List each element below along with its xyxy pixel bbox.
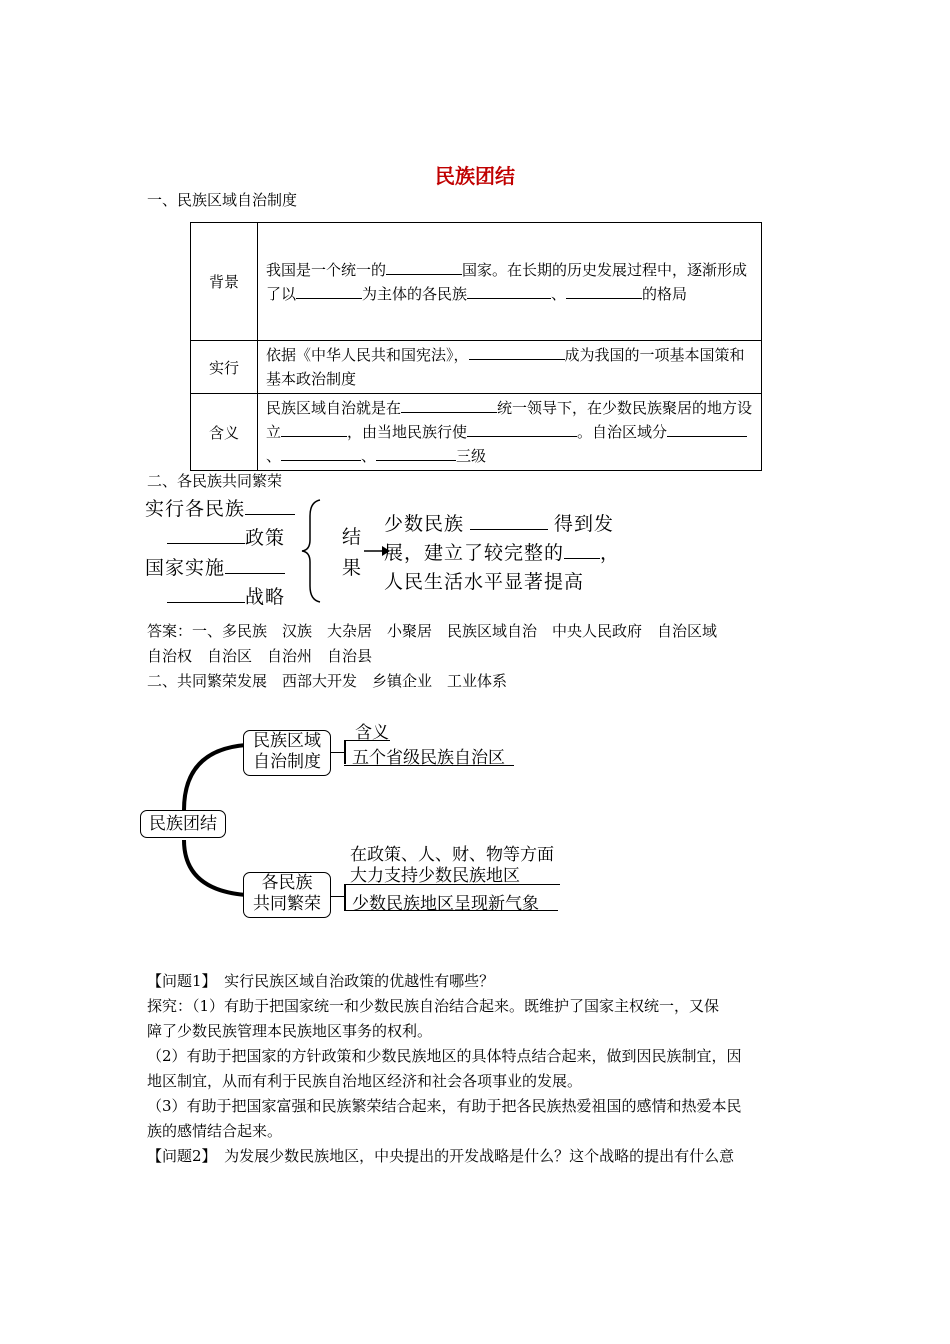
mindmap-leaf-new-look: 少数民族地区呈现新气象	[352, 894, 539, 914]
flow-result-label-b: 果	[342, 557, 363, 579]
connector	[344, 910, 558, 911]
answer-1-para: 障了少数民族管理本民族地区事务的权利。	[147, 1022, 433, 1040]
flow-result-label-a: 结	[342, 526, 363, 548]
answers-line-3: 二、共同繁荣发展 西部大开发 乡镇企业 工业体系	[147, 672, 508, 690]
flow-left-line-4: 战略	[167, 582, 285, 609]
mindmap-leaf-five-regions: 五个省级民族自治区	[352, 748, 505, 768]
connector	[344, 884, 346, 910]
section-heading-1: 一、民族区域自治制度	[147, 191, 298, 209]
mindmap-node-autonomy: 民族区域 自治制度	[243, 730, 331, 776]
mindmap-node-prosperity: 各民族 共同繁荣	[243, 872, 331, 918]
flow-right-line-3: 人民生活水平显著提高	[384, 571, 585, 593]
system-table	[190, 222, 762, 471]
connector	[344, 884, 560, 885]
mindmap-leaf-support-1: 在政策、人、财、物等方面	[350, 845, 554, 865]
mindmap-center-node: 民族团结	[140, 810, 226, 838]
mindmap-leaf-support-2: 大力支持少数民族地区	[350, 866, 520, 886]
flow-right-line-2: 展，建立了较完整的 ，	[384, 538, 620, 565]
row-content: 民族区域自治就是在 统一领导下，在少数民族聚居的地方设立 ，由当地民族行使 。自治区域分、 、 三级	[258, 394, 762, 471]
connector	[344, 740, 390, 741]
page-title: 民族团结	[435, 164, 515, 188]
row-head: 实行	[191, 341, 258, 394]
answer-1-para: （2）有助于把国家的方针政策和少数民族地区的具体特点结合起来，做到因民族制宜，因	[147, 1047, 742, 1065]
row-head: 含义	[191, 394, 258, 471]
connector	[344, 740, 346, 764]
flow-left-line-3: 国家实施	[145, 553, 285, 580]
connector	[344, 765, 514, 766]
answer-1-para: 探究：（1）有助于把国家统一和少数民族自治结合起来。既维护了国家主权统一，又保	[147, 997, 720, 1015]
row-content: 我国是一个统一的 国家。在长期的历史发展过程中，逐渐形成了以 为主体的各民族 、 的格局	[258, 223, 762, 341]
answer-1-para: （3）有助于把国家富强和民族繁荣结合起来，有助于把各民族热爱祖国的感情和热爱本民	[147, 1097, 742, 1115]
question-1: 【问题1】 实行民族区域自治政策的优越性有哪些？	[147, 972, 495, 990]
mindmap-leaf-meaning: 含义	[355, 723, 389, 743]
answers-line-2: 自治权 自治区 自治州 自治县	[147, 647, 373, 665]
table-row	[191, 223, 762, 341]
table-row	[191, 341, 762, 394]
row-head: 背景	[191, 223, 258, 341]
flow-brace-arrow	[300, 496, 390, 606]
flow-left-line-1: 实行各民族	[145, 494, 295, 521]
answer-1-para: 地区制宜，从而有利于民族自治地区经济和社会各项事业的发展。	[147, 1072, 583, 1090]
flow-left-line-2: 政策	[167, 523, 285, 550]
question-2: 【问题2】 为发展少数民族地区，中央提出的开发战略是什么？这个战略的提出有什么意	[147, 1147, 735, 1165]
answer-1-para: 族的感情结合起来。	[147, 1122, 283, 1140]
table-row	[191, 394, 762, 471]
section-heading-2: 二、各民族共同繁荣	[147, 472, 283, 490]
flow-right-line-1: 少数民族 得到发	[384, 509, 614, 536]
connector	[330, 896, 344, 897]
connector	[330, 752, 344, 753]
answers-line-1: 答案：一、多民族 汉族 大杂居 小聚居 民族区域自治 中央人民政府 自治区域	[147, 622, 718, 640]
row-content: 依据《中华人民共和国宪法》， 成为我国的一项基本国策和基本政治制度	[258, 341, 762, 394]
